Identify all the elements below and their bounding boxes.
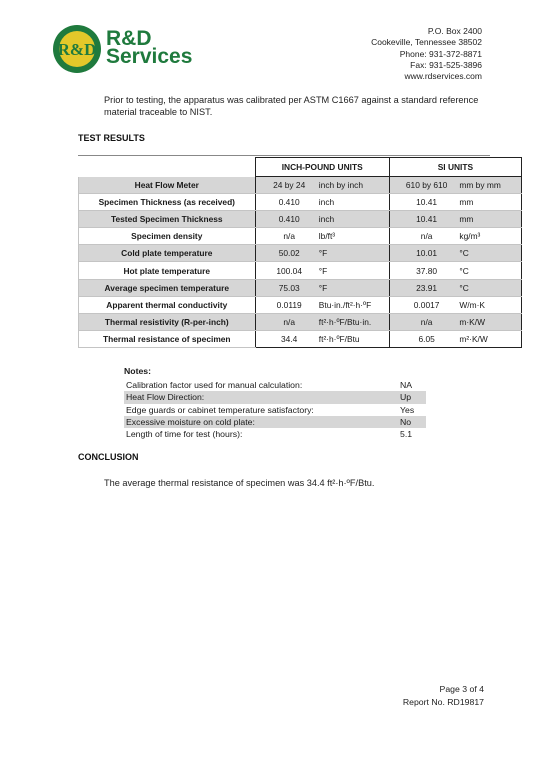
address-fax: Fax: 931-525-3896	[410, 59, 482, 70]
row-label: Average specimen temperature	[79, 279, 256, 296]
si-unit: mm by mm	[455, 177, 521, 194]
note-label: Calibration factor used for manual calculation:	[126, 380, 303, 390]
inch-pound-unit: inch	[315, 194, 390, 211]
test-results-table	[78, 157, 522, 348]
inch-pound-unit: inch	[315, 211, 390, 228]
inch-pound-unit: inch by inch	[315, 177, 390, 194]
conclusion-heading: CONCLUSION	[78, 452, 139, 462]
note-value: No	[400, 416, 412, 427]
table-row	[79, 279, 522, 296]
note-row	[124, 404, 426, 416]
si-unit: °C	[455, 262, 521, 279]
note-row	[124, 416, 426, 428]
note-value: Yes	[400, 404, 415, 415]
page-footer	[403, 683, 484, 708]
row-label: Apparent thermal conductivity	[79, 296, 256, 313]
header-blank	[79, 158, 256, 177]
logo-text-line1: R&D	[106, 27, 152, 50]
inch-pound-header: INCH-POUND UNITS	[255, 158, 389, 177]
row-label: Specimen Thickness (as received)	[79, 194, 256, 211]
note-value: 5.1	[400, 429, 413, 440]
notes-title: Notes:	[124, 366, 152, 376]
si-header: SI UNITS	[389, 158, 521, 177]
inch-pound-value: 0.410	[255, 211, 315, 228]
logo-mark	[52, 24, 102, 74]
si-unit: W/m·K	[455, 296, 521, 313]
company-address	[371, 26, 482, 82]
si-unit: mm	[455, 194, 521, 211]
test-results-heading: TEST RESULTS	[78, 133, 145, 143]
table-row	[79, 313, 522, 330]
table-row	[79, 177, 522, 194]
table-row	[79, 296, 522, 313]
address-line: Cookeville, Tennessee 38502	[371, 37, 482, 48]
si-value: 0.0017	[389, 296, 455, 313]
inch-pound-value: n/a	[255, 313, 315, 330]
conclusion-text: The average thermal resistance of specimen was 34.4 ft²·h·ºF/Btu.	[104, 478, 375, 488]
inch-pound-value: 100.04	[255, 262, 315, 279]
row-label: Thermal resistance of specimen	[79, 330, 256, 347]
logo-text-line2: Services	[106, 45, 193, 68]
row-label: Heat Flow Meter	[79, 177, 256, 194]
note-row	[124, 391, 426, 403]
inch-pound-value: n/a	[255, 228, 315, 245]
table-row	[79, 330, 522, 347]
page-number: Page 3 of 4	[439, 684, 484, 694]
notes-block	[124, 366, 426, 440]
si-value: 610 by 610	[389, 177, 455, 194]
note-value: NA	[400, 380, 413, 390]
si-unit: m²·K/W	[455, 330, 521, 347]
inch-pound-unit: °F	[315, 245, 390, 262]
si-value: 10.01	[389, 245, 455, 262]
row-label: Tested Specimen Thickness	[79, 211, 256, 228]
table-row	[79, 245, 522, 262]
si-value: 10.41	[389, 211, 455, 228]
inch-pound-unit: °F	[315, 279, 390, 296]
si-unit: m·K/W	[455, 313, 521, 330]
logo-wordmark	[106, 27, 193, 68]
note-row	[124, 379, 426, 391]
report-number: Report No. RD19817	[402, 696, 484, 707]
si-value: 10.41	[389, 194, 455, 211]
inch-pound-unit: lb/ft³	[315, 228, 390, 245]
inch-pound-unit: ft²·h·ºF/Btu	[315, 330, 390, 347]
address-line: P.O. Box 2400	[427, 26, 482, 36]
inch-pound-value: 0.0119	[255, 296, 315, 313]
row-label: Specimen density	[79, 228, 256, 245]
inch-pound-value: 50.02	[255, 245, 315, 262]
si-unit: °C	[455, 279, 521, 296]
svg-text:R&D: R&D	[57, 40, 97, 59]
inch-pound-unit: °F	[315, 262, 390, 279]
si-value: 23.91	[389, 279, 455, 296]
si-unit: mm	[455, 211, 521, 228]
si-value: 6.05	[389, 330, 455, 347]
row-label: Cold plate temperature	[79, 245, 256, 262]
section-rule	[78, 155, 490, 156]
note-label: Heat Flow Direction:	[126, 392, 205, 403]
calibration-intro: Prior to testing, the apparatus was calibrated per ASTM C1667 against a standard reference material traceable to NIST.	[104, 95, 479, 117]
si-value: n/a	[389, 313, 455, 330]
si-unit: kg/m³	[455, 228, 521, 245]
table-header-row	[79, 158, 522, 177]
company-logo	[52, 24, 212, 74]
inch-pound-value: 24 by 24	[255, 177, 315, 194]
note-label: Length of time for test (hours):	[126, 429, 243, 440]
address-phone: Phone: 931-372-8871	[399, 48, 482, 59]
inch-pound-value: 75.03	[255, 279, 315, 296]
row-label: Thermal resistivity (R-per-inch)	[79, 313, 256, 330]
inch-pound-value: 0.410	[255, 194, 315, 211]
note-label: Excessive moisture on cold plate:	[126, 416, 255, 427]
table-row	[79, 194, 522, 211]
note-value: Up	[400, 392, 412, 403]
inch-pound-unit: ft²·h·ºF/Btu·in.	[315, 313, 390, 330]
note-label: Edge guards or cabinet temperature satisfactory:	[126, 404, 314, 415]
note-row	[124, 428, 426, 440]
si-value: n/a	[389, 228, 455, 245]
table-row	[79, 262, 522, 279]
row-label: Hot plate temperature	[79, 262, 256, 279]
si-value: 37.80	[389, 262, 455, 279]
si-unit: °C	[455, 245, 521, 262]
inch-pound-value: 34.4	[255, 330, 315, 347]
table-row	[79, 211, 522, 228]
table-row	[79, 228, 522, 245]
address-website: www.rdservices.com	[404, 71, 482, 82]
inch-pound-unit: Btu·in./ft²·h·ºF	[315, 296, 390, 313]
